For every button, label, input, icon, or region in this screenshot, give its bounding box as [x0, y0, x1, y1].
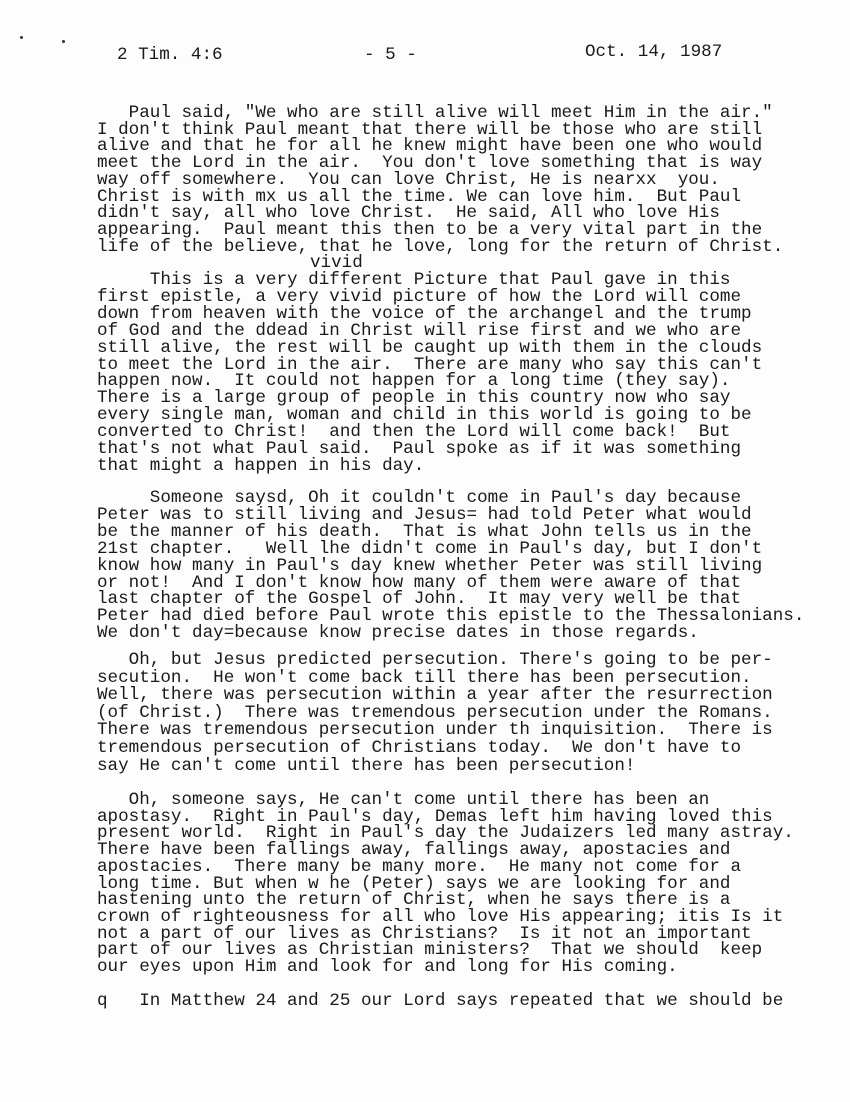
text-line: first epistle, a very vivid picture of how the Lord will come	[97, 286, 742, 307]
text-line: apostasy. Right in Paul's day, Demas left him having loved this	[97, 806, 773, 827]
text-line: Peter was to still living and Jesus= had told Peter what would	[97, 504, 752, 525]
scan-speck	[20, 36, 23, 39]
text-line: 21st chapter. Well lhe didn't come in Paul's day, but I don't	[97, 538, 763, 559]
text-line: know how many in Paul's day knew whether Peter was still living	[97, 555, 763, 576]
text-line: be the manner of his death. That is what John tells us in the	[97, 521, 752, 542]
text-line: Christ is with mx us all the time. We can love him. But Paul	[97, 186, 742, 207]
text-line: crown of righteousness for all who love His appearing; itis Is it	[97, 906, 784, 927]
document-date: Oct. 14, 1987	[585, 42, 723, 62]
text-line: alive and that he for all he knew might have been one who would	[97, 136, 763, 157]
paragraph-6	[97, 993, 783, 1010]
text-line: happen now. It could not happen for a long time (they say).	[97, 371, 731, 392]
text-line: present world. Right in Paul's day the Judaizers led many astray.	[97, 823, 794, 844]
text-line: part of our lives as Christian ministers? That we should keep	[97, 940, 763, 961]
text-line: every single man, woman and child in this world is going to be	[97, 405, 752, 426]
text-line: last chapter of the Gospel of John. It may very well be that	[97, 589, 742, 610]
text-line: to meet the Lord in the air. There are many who say this can't	[97, 354, 763, 375]
text-line: still alive, the rest will be caught up with them in the clouds	[97, 337, 763, 358]
text-line: There have been fallings away, fallings away, apostacies and	[97, 840, 731, 861]
paragraph-2	[97, 272, 762, 475]
paragraph-5	[97, 792, 794, 976]
scan-speck	[62, 40, 65, 43]
text-line: hastening unto the return of Christ, when he says there is a	[97, 890, 731, 911]
text-line: There was tremendous persecution under th inquisition. There is	[97, 720, 773, 741]
text-line: Peter had died before Paul wrote this epistle to the Thessalonians.	[97, 606, 805, 627]
text-line: Paul said, "We who are still alive will meet Him in the air."	[97, 103, 773, 123]
paragraph-3	[97, 490, 804, 642]
text-line: converted to Christ! and then the Lord will come back! But	[97, 422, 731, 443]
text-line: This is a very different Picture that Paul gave in this	[97, 270, 731, 290]
text-line: way off somewhere. You can love Christ, He is nearxx you.	[97, 169, 720, 190]
text-line: life of the believe, that he love, long for the return of Christ.	[97, 236, 784, 257]
text-line: down from heaven with the voice of the archangel and the trump	[97, 303, 752, 324]
text-line: didn't say, all who love Christ. He said, All who love His	[97, 203, 720, 224]
paragraph-1	[97, 105, 783, 255]
text-line: long time. But when w he (Peter) says we are looking for and	[97, 873, 731, 894]
text-line: q In Matthew 24 and 25 our Lord says repeated that we should be	[97, 991, 784, 1011]
paragraph-4	[97, 652, 773, 775]
text-line: tremendous persecution of Christians today. We don't have to	[97, 737, 742, 758]
text-line: secution. He won't come back till there has been persecution.	[97, 667, 752, 688]
text-line: apostacies. There many be many more. He many not come for a	[97, 856, 742, 877]
text-line: We don't day=because know precise dates in those regards.	[97, 623, 699, 644]
text-line: or not! And I don't know how many of them were aware of that	[97, 572, 742, 593]
text-line: that might a happen in his day.	[97, 455, 425, 476]
page-number: - 5 -	[364, 45, 417, 65]
text-line: appearing. Paul meant this then to be a very vital part in the	[97, 219, 763, 240]
text-line: (of Christ.) There was tremendous persecution under the Romans.	[97, 702, 773, 723]
text-line: Well, there was persecution within a year after the resurrection	[97, 685, 773, 706]
text-line: Oh, someone says, He can't come until there has been an	[97, 790, 710, 810]
text-line: of God and the ddead in Christ will rise first and we who are	[97, 320, 742, 341]
text-line: meet the Lord in the air. You don't love something that is way	[97, 153, 763, 174]
text-line: our eyes upon Him and look for and long for His coming.	[97, 957, 678, 978]
text-line: that's not what Paul said. Paul spoke as if it was something	[97, 439, 742, 460]
text-line: There is a large group of people in this country now who say	[97, 388, 731, 409]
text-line: say He can't come until there has been persecution!	[97, 755, 636, 776]
text-line: not a part of our lives as Christians? Is it not an important	[97, 923, 752, 944]
scripture-reference: 2 Tim. 4:6	[117, 45, 223, 65]
handwritten-insertion: vivid	[310, 253, 363, 273]
text-line: I don't think Paul meant that there will be those who are still	[97, 119, 763, 140]
text-line: Someone saysd, Oh it couldn't come in Paul's day because	[97, 488, 742, 508]
text-line: Oh, but Jesus predicted persecution. There's going to be per-	[97, 650, 773, 670]
